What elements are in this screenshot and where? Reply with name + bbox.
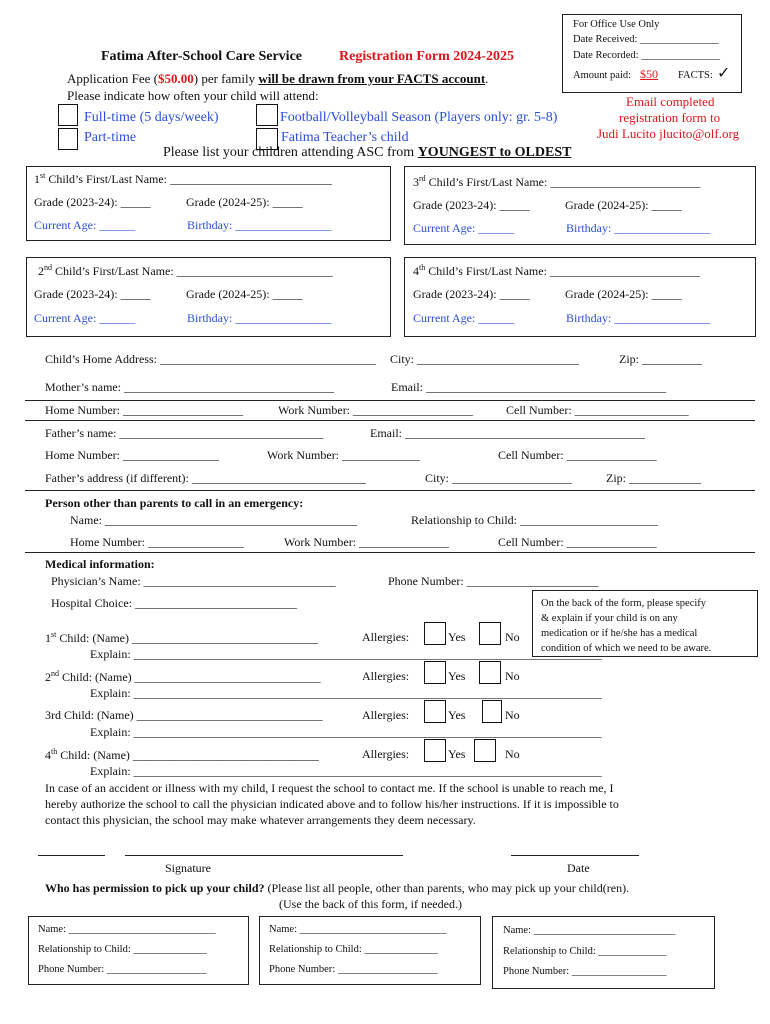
- child1-age[interactable]: Current Age: ______: [34, 218, 136, 232]
- fulltime-label: Full-time (5 days/week): [84, 110, 219, 125]
- consent-paragraph: In case of an accident or illness with my child, I request the school to contact me. If the school is unable to reach me, I hereby authorize the school to call the physician indicated above and to follow his/her instructions. If it is impossible to contact this physician, the school may make whatever arrangements they deem necessary.: [45, 781, 619, 827]
- date-recorded-field[interactable]: Date Recorded: _______________: [573, 50, 720, 61]
- father-name-field[interactable]: Father’s name: __________________________________: [45, 426, 324, 440]
- teacher-label: Fatima Teacher’s child: [281, 130, 409, 145]
- child3-name-field[interactable]: 3rd Child’s First/Last Name: _________________________: [413, 174, 701, 189]
- father-home-number[interactable]: Home Number: ________________: [45, 448, 219, 462]
- pickup3-relationship[interactable]: Relationship to Child: _____________: [503, 946, 667, 957]
- mother-home-number[interactable]: Home Number: ____________________: [45, 403, 243, 417]
- father-email-field[interactable]: Email: ________________________________________: [370, 426, 645, 440]
- hospital-choice-field[interactable]: Hospital Choice: ___________________________: [51, 596, 297, 610]
- father-zip-field[interactable]: Zip: ____________: [606, 471, 701, 485]
- child4-birthday[interactable]: Birthday: ________________: [566, 311, 711, 325]
- father-work-number[interactable]: Work Number: _____________: [267, 448, 421, 462]
- pickup3-phone[interactable]: Phone Number: __________________: [503, 966, 667, 977]
- parttime-label: Part-time: [84, 130, 137, 145]
- allergies-no-checkbox[interactable]: [479, 622, 501, 645]
- no-label: No: [505, 747, 520, 761]
- med-child2-name[interactable]: 2nd Child: (Name) _______________________________: [45, 669, 321, 684]
- pickup2-name[interactable]: Name: ____________________________: [269, 924, 447, 935]
- home-address-field[interactable]: Child’s Home Address: ____________________________________: [45, 352, 377, 366]
- no-label: No: [505, 630, 520, 644]
- allergies-label: Allergies:: [362, 630, 410, 644]
- divider: [25, 420, 755, 421]
- father-address-field[interactable]: Father’s address (if different): _____________________________: [45, 471, 366, 485]
- facts-label: FACTS:: [678, 70, 713, 81]
- child3-grade-2324[interactable]: Grade (2023-24): _____: [413, 198, 530, 212]
- children-heading: Please list your children attending ASC from YOUNGEST to OLDEST: [163, 145, 572, 160]
- emergency-work-number[interactable]: Work Number: _______________: [284, 535, 450, 549]
- child4-grade-2425[interactable]: Grade (2024-25): _____: [565, 287, 682, 301]
- fulltime-checkbox[interactable]: [58, 104, 78, 126]
- yes-label: Yes: [448, 669, 466, 683]
- father-cell-number[interactable]: Cell Number: _______________: [498, 448, 657, 462]
- mother-cell-number[interactable]: Cell Number: ___________________: [506, 403, 689, 417]
- amount-paid-label: Amount paid:: [573, 70, 632, 81]
- mother-name-field[interactable]: Mother’s name: ___________________________________: [45, 380, 335, 394]
- emergency-relationship-field[interactable]: Relationship to Child: _______________________: [411, 513, 659, 527]
- mother-work-number[interactable]: Work Number: ____________________: [278, 403, 474, 417]
- child1-birthday[interactable]: Birthday: ________________: [187, 218, 332, 232]
- child1-grade-2425[interactable]: Grade (2024-25): _____: [186, 195, 303, 209]
- child2-grade-2425[interactable]: Grade (2024-25): _____: [186, 287, 303, 301]
- pickup2-relationship[interactable]: Relationship to Child: ______________: [269, 944, 438, 955]
- child3-grade-2425[interactable]: Grade (2024-25): _____: [565, 198, 682, 212]
- divider: [25, 552, 755, 553]
- football-label: Football/Volleyball Season (Players only: gr. 5-8): [280, 110, 558, 125]
- email-note-3: Judi Lucito jlucito@olf.org: [597, 126, 740, 141]
- office-title: For Office Use Only: [573, 19, 660, 30]
- pickup-subheading: (Use the back of this form, if needed.): [279, 897, 462, 911]
- signature-line[interactable]: [125, 855, 403, 856]
- divider: [25, 490, 755, 491]
- zip-field[interactable]: Zip: __________: [619, 352, 702, 366]
- org-name: Fatima After-School Care Service: [101, 49, 302, 64]
- medical-note: On the back of the form, please specify & explain if your child is on any medication or if he/she has a medical condition of which we need to be aware.: [541, 598, 712, 654]
- no-label: No: [505, 708, 520, 722]
- child4-name-field[interactable]: 4th Child’s First/Last Name: _________________________: [413, 263, 700, 278]
- yes-label: Yes: [448, 747, 466, 761]
- emergency-cell-number[interactable]: Cell Number: _______________: [498, 535, 657, 549]
- allergies-no-checkbox[interactable]: [474, 739, 496, 762]
- amount-paid-value[interactable]: $50: [640, 67, 658, 81]
- allergies-no-checkbox[interactable]: [482, 700, 502, 723]
- med-child3-explain[interactable]: Explain: ______________________________________________________________________________: [90, 725, 602, 739]
- child2-grade-2324[interactable]: Grade (2023-24): _____: [34, 287, 151, 301]
- emergency-home-number[interactable]: Home Number: ________________: [70, 535, 244, 549]
- mother-email-field[interactable]: Email: ________________________________________: [391, 380, 666, 394]
- child3-age[interactable]: Current Age: ______: [413, 221, 515, 235]
- child1-name-field[interactable]: 1st Child’s First/Last Name: ___________________________: [34, 171, 333, 186]
- signature-line[interactable]: [38, 855, 105, 856]
- attend-instruction: Please indicate how often your child will attend:: [67, 88, 319, 103]
- physician-phone-field[interactable]: Phone Number: ______________________: [388, 574, 599, 588]
- email-note-2: registration form to: [619, 110, 721, 125]
- allergies-label: Allergies:: [362, 669, 410, 683]
- allergies-yes-checkbox[interactable]: [424, 739, 446, 762]
- child2-birthday[interactable]: Birthday: ________________: [187, 311, 332, 325]
- email-note-1: Email completed: [626, 94, 715, 109]
- pickup-heading: Who has permission to pick up your child? (Please list all people, other than parents, who may pick up your child(ren).: [45, 881, 630, 895]
- parttime-checkbox[interactable]: [58, 128, 78, 150]
- allergies-yes-checkbox[interactable]: [424, 661, 446, 684]
- allergies-yes-checkbox[interactable]: [424, 622, 446, 645]
- child2-name-field[interactable]: 2nd Child’s First/Last Name: __________________________: [38, 263, 333, 278]
- pickup2-phone[interactable]: Phone Number: ___________________: [269, 964, 438, 975]
- emergency-name-field[interactable]: Name: __________________________________________: [70, 513, 357, 527]
- date-label: Date: [567, 861, 590, 875]
- child4-grade-2324[interactable]: Grade (2023-24): _____: [413, 287, 530, 301]
- divider: [25, 400, 755, 401]
- yes-label: Yes: [448, 630, 466, 644]
- pickup3-name[interactable]: Name: ___________________________: [503, 925, 676, 936]
- pickup1-relationship[interactable]: Relationship to Child: ______________: [38, 944, 207, 955]
- fee-line: Application Fee ($50.00) per family will be drawn from your FACTS account.: [67, 71, 489, 86]
- pickup1-name[interactable]: Name: ____________________________: [38, 924, 216, 935]
- allergies-yes-checkbox[interactable]: [424, 700, 446, 723]
- med-child4-name[interactable]: 4th Child: (Name) _______________________________: [45, 747, 319, 762]
- pickup1-phone[interactable]: Phone Number: ___________________: [38, 964, 207, 975]
- child4-age[interactable]: Current Age: ______: [413, 311, 515, 325]
- form-title: Registration Form 2024-2025: [339, 49, 514, 64]
- football-checkbox[interactable]: [256, 104, 278, 126]
- date-received-field[interactable]: Date Received: _______________: [573, 34, 719, 45]
- signature-label: Signature: [165, 861, 211, 875]
- med-child1-explain[interactable]: Explain: ______________________________________________________________________________: [90, 647, 602, 661]
- city-field[interactable]: City: ___________________________: [390, 352, 580, 366]
- child1-grade-2324[interactable]: Grade (2023-24): _____: [34, 195, 151, 209]
- med-child4-explain[interactable]: Explain: ______________________________________________________________________________: [90, 764, 602, 778]
- date-line[interactable]: [511, 855, 639, 856]
- no-label: No: [505, 669, 520, 683]
- yes-label: Yes: [448, 708, 466, 722]
- child3-birthday[interactable]: Birthday: ________________: [566, 221, 711, 235]
- med-child2-explain[interactable]: Explain: ______________________________________________________________________________: [90, 686, 602, 700]
- allergies-label: Allergies:: [362, 708, 410, 722]
- father-city-field[interactable]: City: ____________________: [425, 471, 573, 485]
- medical-heading: Medical information:: [45, 557, 155, 571]
- allergies-no-checkbox[interactable]: [479, 661, 501, 684]
- allergies-label: Allergies:: [362, 747, 410, 761]
- physician-name-field[interactable]: Physician’s Name: ________________________________: [51, 574, 336, 588]
- med-child3-name[interactable]: 3rd Child: (Name) _______________________________: [45, 708, 323, 722]
- child2-age[interactable]: Current Age: ______: [34, 311, 136, 325]
- emergency-heading: Person other than parents to call in an emergency:: [45, 496, 304, 510]
- med-child1-name[interactable]: 1st Child: (Name) _______________________________: [45, 630, 318, 645]
- facts-check-icon[interactable]: ✓: [717, 65, 731, 82]
